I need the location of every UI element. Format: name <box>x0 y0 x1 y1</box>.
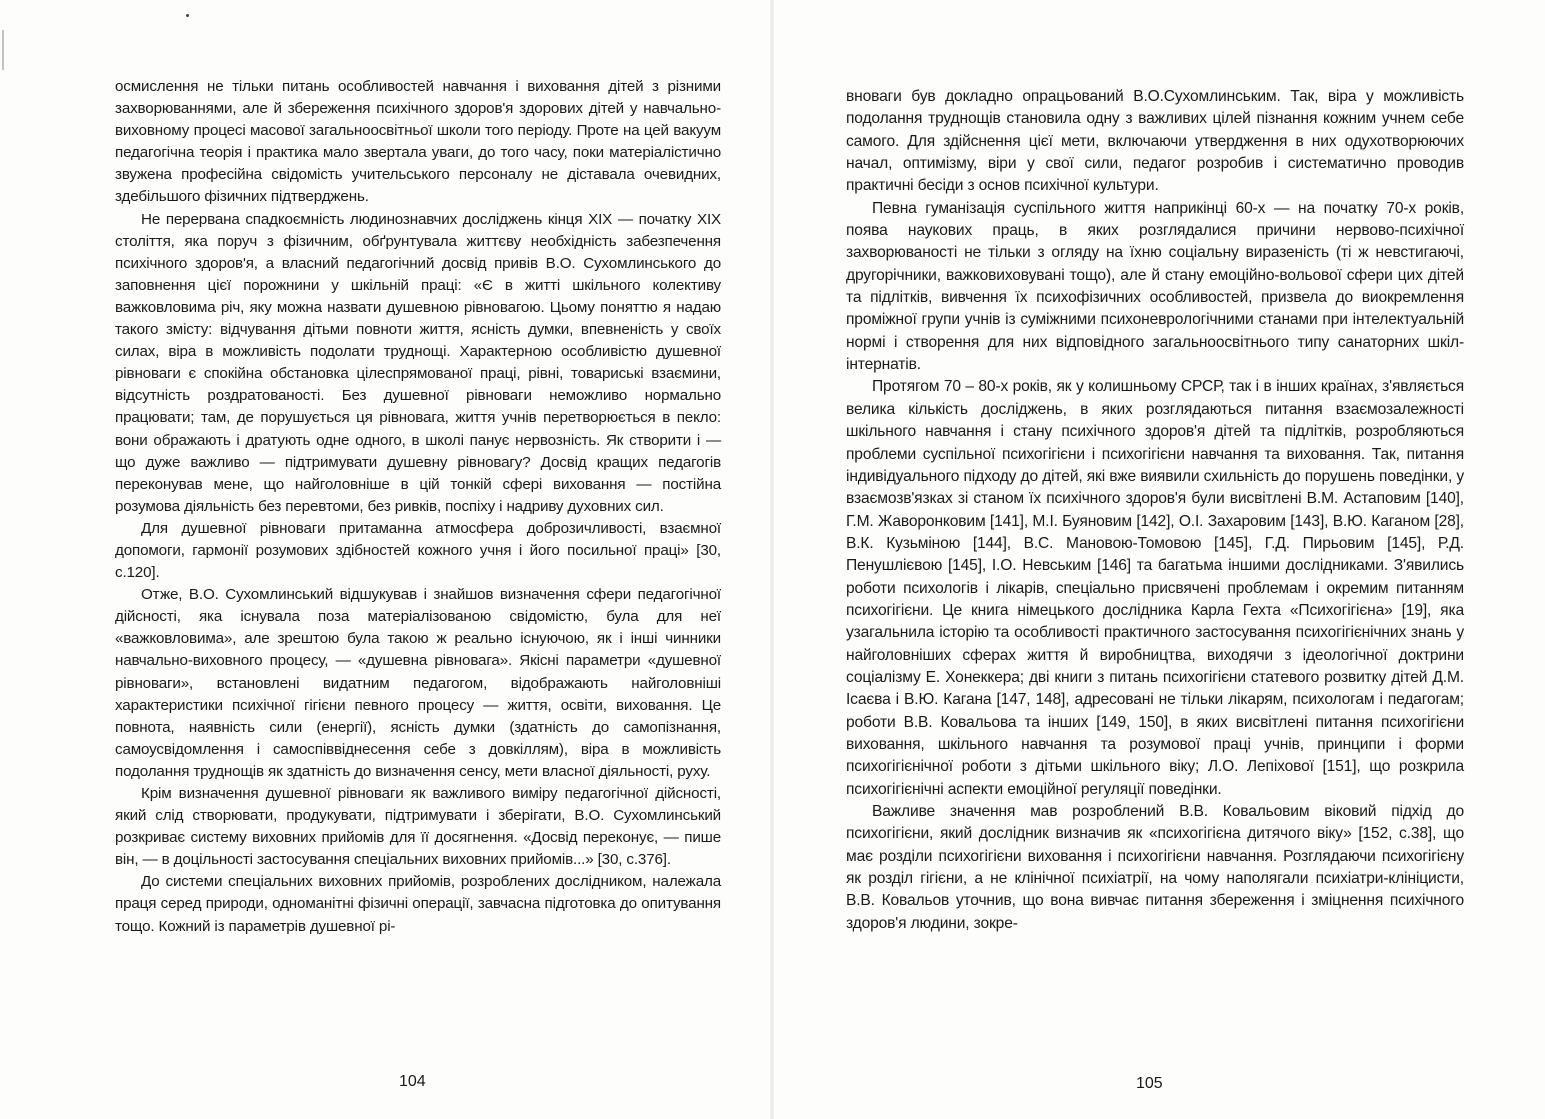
paragraph: Не перервана спадкоємність людинознавчих досліджень кінця XIX — початку XIX століття, яка поруч з фізичним, обґрунтувала життєву необхідність забезпечення психічного здоров'я, а власний педагогічний досвід привів В.О. Сухомлинського до заповнення цієї порожнини у шкільній праці: «Є в житті шкільного колективу важковловима річ, яку можна назвати душевною рівновагою. Цьому поняттю я надаю такого змісту: відчування дітьми повноти життя, ясність думки, впевненість у своїх силах, віра в можливість подолати труднощі. Характерною особливістю душевної рівноваги є спокійна обстановка цілеспрямованої праці, рівні, товариські взаємини, відсутність роздратованості. Без душевної рівноваги неможливо нормально працювати; там, де порушується ця рівновага, життя учнів перетворюється в пекло: вони ображають і дратують одне одного, в школі панує нервозність. Як створити і — що дуже важливо — підтримувати душевну рівновагу? Досвід кращих педагогів переконував мене, що найголовніше в цій тонкій сфері виховання — постійна розумова діяльність без перевтоми, без ривків, поспіху і надриву духовних сил. <box>115 210 721 515</box>
paragraph: Для душевної рівноваги притаманна атмосфера доброзичливості, взаємної допомоги, гармонії розумових здібностей кожного учня і його посильної праці» [30, с.120]. <box>115 519 721 582</box>
paragraph: Певна гуманізація суспільного життя наприкінці 60-х — на початку 70-х років, поява наукових праць, в яких розглядалися причини нервово-психічної захворюваності не тільки з огляду на їхню соціальну виразеність (ті ж невстигаючі, другорічники, важковиховувані тощо), але й стану емоційно-вольової сфери цих дітей та підлітків, вивчення їх психофізичних особливостей, призвела до виокремлення проміжної групи учнів із суміжними психоневрологічними станами при інтелектуальній нормі і створення для них відповідного загальноосвітнього типу санаторних шкіл-інтернатів. <box>846 199 1464 374</box>
right-page-text <box>846 86 1464 935</box>
left-page-text <box>115 76 721 938</box>
page-104 <box>0 0 772 1119</box>
paragraph: Протягом 70 – 80-х років, як у колишньому СРСР, так і в інших країнах, з'являється велика кількість досліджень, в яких розглядаються питання взаємозалежності шкільного навчання і стану психічного здоров'я дітей та підлітків, розробляються проблеми суспільної психогігієни і психогігієни навчання та виховання. Так, питання індивідуального підходу до дітей, які вже виявили схильність до порушень поведінки, у взаємозв'язках зі станом їх психічного здоров'я були висвітлені В.М. Астаповим [140], Г.М. Жаворонковим [141], М.І. Буяновим [142], О.І. Захаровим [143], В.Ю. Каганом [28], В.К. Кузьміною [144], В.С. Мановою-Томовою [145], Г.Д. Пирьовим [145], Р.Д. Пенушлієвою [145], І.О. Невським [146] та багатьма іншими дослідниками. З'явились роботи психологів і лікарів, спеціально присвячені проблемам і окремим питанням психогігієни. Це книга німецького дослідника Карла Гехта «Психогігієна» [19], яка узагальнила історію та особливості практичного застосування психогігієнічних знань у найголовніших сферах життя й виробництва, виходячи з ідеологічної доктрини соціалізму Е. Хонеккера; дві книги з питань психогігієни статевого розвитку дітей Д.М. Ісаєва і В.Ю. Кагана [147, 148], адресовані не тільки лікарям, психологам і педагогам; роботи В.В. Ковальова та інших [149, 150], в яких висвітлені питання психогігієни виховання, шкільного навчання та розумової праці учнів, принципи і форми психогігієнічної роботи з дітьми шкільного віку; Л.О. Лепіхової [151], що розкрила психогігієнічні аспекти емоційної регуляції поведінки. <box>846 378 1464 798</box>
paragraph: Отже, В.О. Сухомлинський відшукував і знайшов визначення сфери педагогічної дійсності, яка існувала поза матеріалізованою свідомістю, була для неї «важковловима», але зрештою була такою ж реально існуючою, як і інші чинники навчально-виховного процесу, — «душевна рівновага». Якісні параметри «душевної рівноваги», встановлені видатним педагогом, відображають найголовніші характеристики психічної гігієни певного процесу — життя, освіти, виховання. Це повнота, наявність сили (енергії), ясність думки (здатність до самопізнання, самоусвідомлення і самоспіввіднесення себе з довкіллям), віра в можливість подолання труднощів як здатність до визначення сенсу, мети власної діяльності, руху. <box>115 586 721 780</box>
paragraph: Крім визначення душевної рівноваги як важливого виміру педагогічної дійсності, який слід створювати, продукувати, підтримувати і зберігати, В.О. Сухомлинський розкриває систему виховних прийомів для її досягнення. «Досвід переконує, — пише він, — в доцільності застосування спеціальних виховних прийомів...» [30, с.376]. <box>115 785 721 869</box>
page-105 <box>772 0 1545 1119</box>
paragraph: вноваги був докладно опрацьований В.О.Сухомлинським. Так, віра у можливість подолання труднощів становила одну з важливих цілей пізнання кожним учнем себе самого. Для здійснення цієї мети, включаючи утвердження в них одухотворюючих начал, оптимізму, віри у свої сили, педагог розробив і систематично проводив практичні бесіди з основ психічної культури. <box>846 88 1464 195</box>
paragraph: осмислення не тільки питань особливостей навчання і виховання дітей з різними захворюваннями, але й збереження психічного здоров'я здорових дітей у навчально-виховному процесі масової загальноосвітньої школи того періоду. Проте на цей вакуум педагогічна теорія і практика мало звертала уваги, до того часу, поки матеріалістично звужена професійна свідомість учительського персоналу не діставала очевидних, здебільшого фізичних підтверджень. <box>115 78 721 206</box>
page-number: 104 <box>399 1073 426 1090</box>
paragraph: До системи спеціальних виховних прийомів, розроблених дослідником, належала праця серед природи, одноманітні фізичні операції, завчасна підготовка до опитування тощо. Кожний із параметрів душевної рі- <box>115 873 721 935</box>
paragraph: Важливе значення мав розроблений В.В. Ковальовим віковий підхід до психогігієни, який дослідник визначив як «психогігієна дитячого віку» [152, с.38], що має розділи психогігієни виховання і психогігієни навчання. Розглядаючи психогігієну як розділ гігієни, а не клінічної психіатрії, на чому наполягали психіатри-клініцисти, В.В. Ковальов уточнив, що вона вивчає питання збереження і зміцнення психічного здоров'я людини, зокре- <box>846 803 1464 932</box>
page-number: 105 <box>1136 1075 1163 1092</box>
